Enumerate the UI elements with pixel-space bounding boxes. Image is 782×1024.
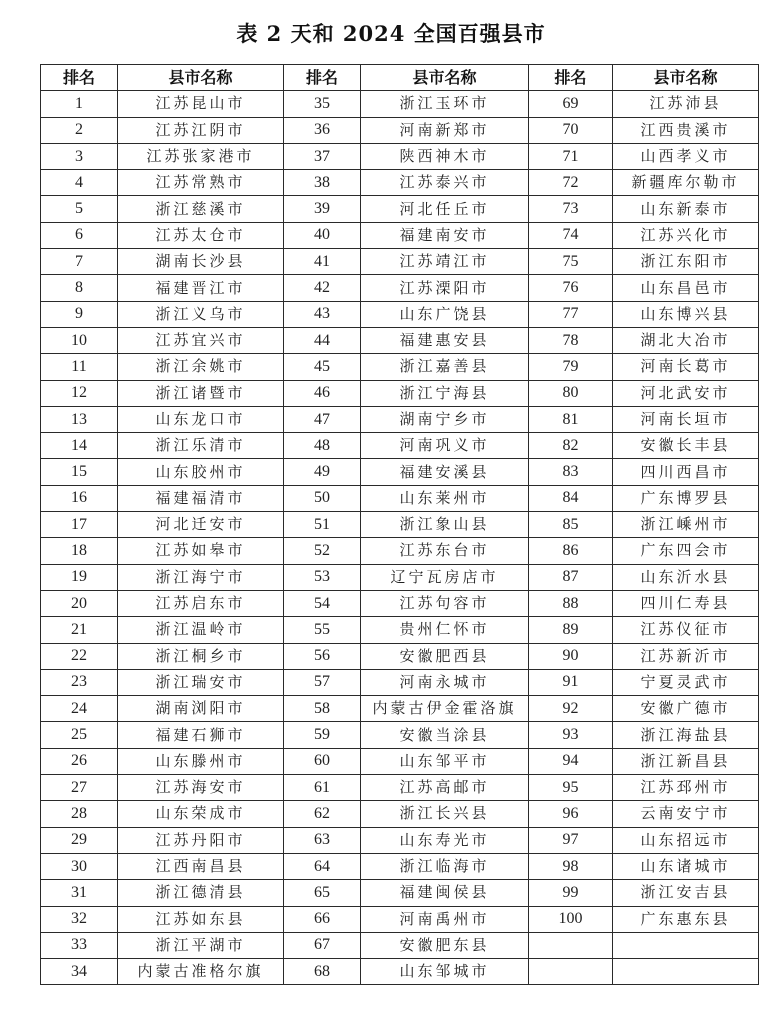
county-name-cell: 浙江嘉善县 (361, 354, 529, 380)
rank-cell: 43 (284, 301, 361, 327)
county-name-cell: 山西孝义市 (613, 143, 759, 169)
rank-cell: 16 (41, 485, 118, 511)
county-name-cell: 山东胶州市 (118, 459, 284, 485)
county-name-cell: 四川西昌市 (613, 459, 759, 485)
county-name-cell: 福建福清市 (118, 485, 284, 511)
county-name-cell: 贵州仁怀市 (361, 617, 529, 643)
county-name-cell: 浙江象山县 (361, 512, 529, 538)
rank-cell: 13 (41, 406, 118, 432)
county-name-cell: 安徽当涂县 (361, 722, 529, 748)
table-row (41, 117, 759, 143)
table-row (41, 801, 759, 827)
rank-cell: 10 (41, 327, 118, 353)
rank-cell: 22 (41, 643, 118, 669)
column-header-name: 县市名称 (361, 65, 529, 91)
county-name-cell: 内蒙古准格尔旗 (118, 959, 284, 985)
county-name-cell: 宁夏灵武市 (613, 669, 759, 695)
county-name-cell: 江西南昌县 (118, 853, 284, 879)
table-header-row (41, 65, 759, 91)
table-row (41, 669, 759, 695)
county-name-cell: 湖南长沙县 (118, 249, 284, 275)
county-name-cell: 江苏溧阳市 (361, 275, 529, 301)
county-name-cell: 江苏兴化市 (613, 222, 759, 248)
county-name-cell: 山东广饶县 (361, 301, 529, 327)
county-name-cell: 河南新郑市 (361, 117, 529, 143)
rank-cell: 99 (529, 880, 613, 906)
rank-cell: 86 (529, 538, 613, 564)
column-header-name: 县市名称 (118, 65, 284, 91)
rank-cell: 90 (529, 643, 613, 669)
rank-cell: 46 (284, 380, 361, 406)
rank-cell: 47 (284, 406, 361, 432)
rank-cell: 32 (41, 906, 118, 932)
county-name-cell: 山东邹平市 (361, 748, 529, 774)
county-name-cell: 福建石狮市 (118, 722, 284, 748)
county-name-cell: 浙江桐乡市 (118, 643, 284, 669)
county-name-cell: 云南安宁市 (613, 801, 759, 827)
county-name-cell: 江苏句容市 (361, 590, 529, 616)
county-name-cell: 山东招远市 (613, 827, 759, 853)
table-row (41, 459, 759, 485)
rank-cell: 84 (529, 485, 613, 511)
column-header-rank: 排名 (284, 65, 361, 91)
rank-cell: 64 (284, 853, 361, 879)
rank-cell: 6 (41, 222, 118, 248)
county-name-cell: 山东龙口市 (118, 406, 284, 432)
rank-cell: 91 (529, 669, 613, 695)
rank-cell: 71 (529, 143, 613, 169)
rank-cell: 18 (41, 538, 118, 564)
rank-cell: 24 (41, 696, 118, 722)
rank-cell: 94 (529, 748, 613, 774)
county-name-cell: 浙江海宁市 (118, 564, 284, 590)
table-row (41, 853, 759, 879)
table-row (41, 564, 759, 590)
rank-cell: 7 (41, 249, 118, 275)
county-name-cell: 内蒙古伊金霍洛旗 (361, 696, 529, 722)
rank-cell: 62 (284, 801, 361, 827)
county-name-cell: 浙江余姚市 (118, 354, 284, 380)
rank-cell: 27 (41, 775, 118, 801)
rank-cell: 95 (529, 775, 613, 801)
county-name-cell: 安徽长丰县 (613, 433, 759, 459)
table-body (41, 91, 759, 985)
county-name-cell: 浙江温岭市 (118, 617, 284, 643)
rank-cell: 41 (284, 249, 361, 275)
county-name-cell: 山东邹城市 (361, 959, 529, 985)
rank-cell: 88 (529, 590, 613, 616)
county-name-cell: 河北任丘市 (361, 196, 529, 222)
county-name-cell: 山东新泰市 (613, 196, 759, 222)
county-name-cell: 江苏太仓市 (118, 222, 284, 248)
county-name-cell: 江苏邳州市 (613, 775, 759, 801)
table-row (41, 959, 759, 985)
county-name-cell: 江苏高邮市 (361, 775, 529, 801)
table-row (41, 170, 759, 196)
rank-cell: 35 (284, 91, 361, 117)
rank-cell: 54 (284, 590, 361, 616)
county-name-cell: 浙江嵊州市 (613, 512, 759, 538)
rank-cell: 74 (529, 222, 613, 248)
rank-cell: 66 (284, 906, 361, 932)
county-name-cell: 河南永城市 (361, 669, 529, 695)
rank-cell: 72 (529, 170, 613, 196)
county-name-cell: 江苏宜兴市 (118, 327, 284, 353)
county-name-cell: 安徽广德市 (613, 696, 759, 722)
rank-cell: 4 (41, 170, 118, 196)
county-name-cell: 浙江德清县 (118, 880, 284, 906)
county-name-cell: 江苏东台市 (361, 538, 529, 564)
rank-cell: 58 (284, 696, 361, 722)
rank-cell: 48 (284, 433, 361, 459)
county-name-cell: 江苏张家港市 (118, 143, 284, 169)
rank-cell: 61 (284, 775, 361, 801)
rank-cell: 87 (529, 564, 613, 590)
table-row (41, 827, 759, 853)
rank-cell: 98 (529, 853, 613, 879)
county-name-cell: 浙江慈溪市 (118, 196, 284, 222)
rank-cell (529, 959, 613, 985)
county-name-cell: 山东昌邑市 (613, 275, 759, 301)
rank-cell: 82 (529, 433, 613, 459)
rank-cell: 60 (284, 748, 361, 774)
table-row (41, 301, 759, 327)
rank-cell: 65 (284, 880, 361, 906)
rank-cell: 69 (529, 91, 613, 117)
rank-cell (529, 932, 613, 958)
rank-cell: 92 (529, 696, 613, 722)
rank-cell: 70 (529, 117, 613, 143)
county-name-cell: 安徽肥东县 (361, 932, 529, 958)
rank-cell: 36 (284, 117, 361, 143)
table-row (41, 775, 759, 801)
county-name-cell: 浙江平湖市 (118, 932, 284, 958)
county-name-cell: 山东博兴县 (613, 301, 759, 327)
rank-cell: 3 (41, 143, 118, 169)
county-name-cell: 湖南浏阳市 (118, 696, 284, 722)
table-row (41, 617, 759, 643)
county-name-cell: 浙江乐清市 (118, 433, 284, 459)
county-name-cell: 浙江东阳市 (613, 249, 759, 275)
county-name-cell: 河南巩义市 (361, 433, 529, 459)
table-row (41, 275, 759, 301)
table-row (41, 880, 759, 906)
county-name-cell: 江苏如皋市 (118, 538, 284, 564)
rank-cell: 12 (41, 380, 118, 406)
rank-cell: 2 (41, 117, 118, 143)
county-name-cell: 广东惠东县 (613, 906, 759, 932)
column-header-rank: 排名 (41, 65, 118, 91)
county-name-cell: 浙江诸暨市 (118, 380, 284, 406)
rank-cell: 26 (41, 748, 118, 774)
table-row (41, 932, 759, 958)
rank-cell: 93 (529, 722, 613, 748)
county-name-cell: 浙江安吉县 (613, 880, 759, 906)
rank-cell: 78 (529, 327, 613, 353)
rank-cell: 51 (284, 512, 361, 538)
rank-cell: 11 (41, 354, 118, 380)
rank-cell: 59 (284, 722, 361, 748)
rank-cell: 34 (41, 959, 118, 985)
rank-cell: 57 (284, 669, 361, 695)
county-name-cell: 江苏如东县 (118, 906, 284, 932)
table-row (41, 327, 759, 353)
county-name-cell: 浙江宁海县 (361, 380, 529, 406)
county-name-cell: 陕西神木市 (361, 143, 529, 169)
rank-cell: 29 (41, 827, 118, 853)
county-name-cell: 山东荣成市 (118, 801, 284, 827)
table-row (41, 485, 759, 511)
county-name-cell: 山东沂水县 (613, 564, 759, 590)
rank-cell: 20 (41, 590, 118, 616)
rank-cell: 23 (41, 669, 118, 695)
rank-cell: 68 (284, 959, 361, 985)
county-name-cell: 江苏常熟市 (118, 170, 284, 196)
rank-cell: 28 (41, 801, 118, 827)
rank-cell: 40 (284, 222, 361, 248)
rank-cell: 19 (41, 564, 118, 590)
rank-cell: 83 (529, 459, 613, 485)
county-name-cell: 江西贵溪市 (613, 117, 759, 143)
rank-cell: 1 (41, 91, 118, 117)
column-header-rank: 排名 (529, 65, 613, 91)
county-name-cell: 湖南宁乡市 (361, 406, 529, 432)
county-name-cell: 浙江海盐县 (613, 722, 759, 748)
rank-cell: 39 (284, 196, 361, 222)
rank-cell: 63 (284, 827, 361, 853)
table-row (41, 380, 759, 406)
rank-cell: 89 (529, 617, 613, 643)
county-name-cell: 河北武安市 (613, 380, 759, 406)
county-name-cell: 新疆库尔勒市 (613, 170, 759, 196)
table-row (41, 696, 759, 722)
table-row (41, 512, 759, 538)
county-name-cell: 江苏启东市 (118, 590, 284, 616)
county-name-cell: 山东寿光市 (361, 827, 529, 853)
county-name-cell: 江苏靖江市 (361, 249, 529, 275)
table-row (41, 590, 759, 616)
table-row (41, 643, 759, 669)
rank-cell: 50 (284, 485, 361, 511)
county-name-cell: 福建晋江市 (118, 275, 284, 301)
column-header-name: 县市名称 (613, 65, 759, 91)
rank-cell: 44 (284, 327, 361, 353)
county-name-cell: 广东博罗县 (613, 485, 759, 511)
table-row (41, 406, 759, 432)
county-name-cell: 湖北大冶市 (613, 327, 759, 353)
rank-cell: 9 (41, 301, 118, 327)
ranking-table (40, 64, 759, 985)
county-name-cell: 山东莱州市 (361, 485, 529, 511)
county-name-cell: 江苏新沂市 (613, 643, 759, 669)
county-name-cell: 浙江临海市 (361, 853, 529, 879)
county-name-cell: 浙江义乌市 (118, 301, 284, 327)
rank-cell: 15 (41, 459, 118, 485)
rank-cell: 56 (284, 643, 361, 669)
rank-cell: 96 (529, 801, 613, 827)
rank-cell: 21 (41, 617, 118, 643)
county-name-cell: 浙江瑞安市 (118, 669, 284, 695)
table-row (41, 91, 759, 117)
table-row (41, 249, 759, 275)
rank-cell: 8 (41, 275, 118, 301)
rank-cell: 77 (529, 301, 613, 327)
county-name-cell: 河北迁安市 (118, 512, 284, 538)
county-name-cell: 河南长葛市 (613, 354, 759, 380)
county-name-cell: 江苏沛县 (613, 91, 759, 117)
county-name-cell: 江苏海安市 (118, 775, 284, 801)
table-row (41, 722, 759, 748)
county-name-cell: 江苏丹阳市 (118, 827, 284, 853)
rank-cell: 25 (41, 722, 118, 748)
table-row (41, 748, 759, 774)
table-row (41, 222, 759, 248)
county-name-cell: 福建惠安县 (361, 327, 529, 353)
rank-cell: 75 (529, 249, 613, 275)
table-row (41, 538, 759, 564)
rank-cell: 42 (284, 275, 361, 301)
county-name-cell: 江苏仪征市 (613, 617, 759, 643)
county-name-cell: 山东滕州市 (118, 748, 284, 774)
rank-cell: 30 (41, 853, 118, 879)
rank-cell: 49 (284, 459, 361, 485)
rank-cell: 81 (529, 406, 613, 432)
county-name-cell: 浙江新昌县 (613, 748, 759, 774)
table-row (41, 354, 759, 380)
rank-cell: 33 (41, 932, 118, 958)
rank-cell: 97 (529, 827, 613, 853)
rank-cell: 73 (529, 196, 613, 222)
county-name-cell (613, 932, 759, 958)
rank-cell: 37 (284, 143, 361, 169)
rank-cell: 85 (529, 512, 613, 538)
rank-cell: 80 (529, 380, 613, 406)
county-name-cell: 辽宁瓦房店市 (361, 564, 529, 590)
county-name-cell: 福建闽侯县 (361, 880, 529, 906)
county-name-cell: 河南禹州市 (361, 906, 529, 932)
table-row (41, 196, 759, 222)
county-name-cell: 浙江玉环市 (361, 91, 529, 117)
county-name-cell: 江苏昆山市 (118, 91, 284, 117)
county-name-cell: 四川仁寿县 (613, 590, 759, 616)
county-name-cell: 山东诸城市 (613, 853, 759, 879)
rank-cell: 52 (284, 538, 361, 564)
rank-cell: 14 (41, 433, 118, 459)
county-name-cell: 江苏泰兴市 (361, 170, 529, 196)
rank-cell: 45 (284, 354, 361, 380)
county-name-cell: 河南长垣市 (613, 406, 759, 432)
rank-cell: 55 (284, 617, 361, 643)
county-name-cell: 江苏江阴市 (118, 117, 284, 143)
table-row (41, 906, 759, 932)
rank-cell: 31 (41, 880, 118, 906)
county-name-cell: 浙江长兴县 (361, 801, 529, 827)
page-title: 表 2 天和 2024 全国百强县市 (236, 21, 546, 46)
rank-cell: 53 (284, 564, 361, 590)
county-name-cell: 安徽肥西县 (361, 643, 529, 669)
rank-cell: 5 (41, 196, 118, 222)
table-row (41, 143, 759, 169)
rank-cell: 67 (284, 932, 361, 958)
county-name-cell: 福建南安市 (361, 222, 529, 248)
rank-cell: 76 (529, 275, 613, 301)
rank-cell: 17 (41, 512, 118, 538)
county-name-cell (613, 959, 759, 985)
county-name-cell: 广东四会市 (613, 538, 759, 564)
rank-cell: 79 (529, 354, 613, 380)
rank-cell: 100 (529, 906, 613, 932)
rank-cell: 38 (284, 170, 361, 196)
table-row (41, 433, 759, 459)
county-name-cell: 福建安溪县 (361, 459, 529, 485)
